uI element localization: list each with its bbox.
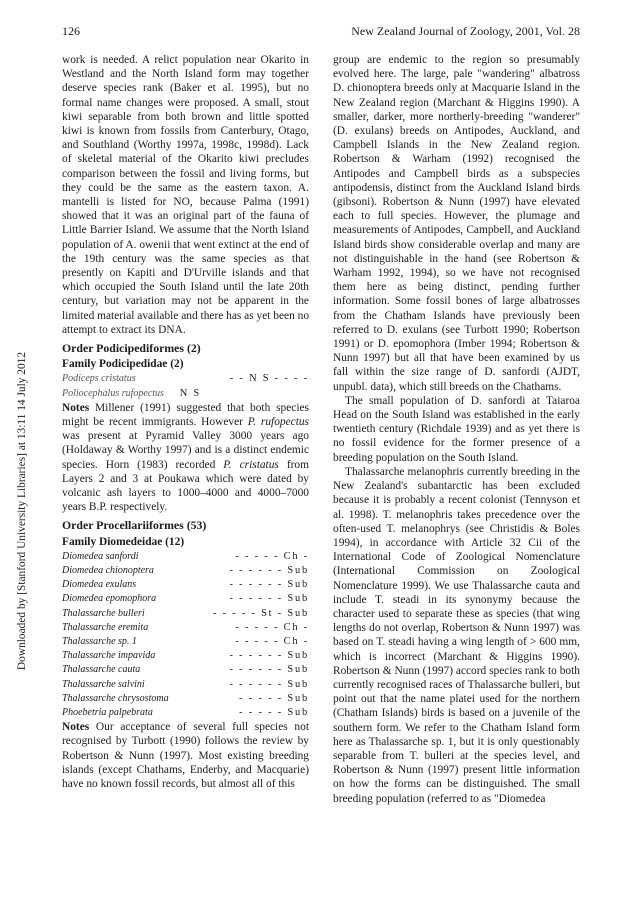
species-row — [62, 607, 309, 621]
species-name: Podiceps cristatus — [62, 373, 136, 385]
right-column — [333, 53, 580, 806]
species-name: Thalassarche salvini — [62, 678, 145, 690]
species-row — [62, 592, 309, 606]
species-status: - - - - - Ch - — [235, 621, 309, 633]
species-name: Diomedea exulans — [62, 579, 137, 591]
species-status: N S — [179, 387, 201, 399]
species-status: - - - - - - Sub — [229, 678, 309, 690]
notes-text: Millener (1991) suggested that both species might be recent immigrants. However — [62, 401, 309, 429]
family-heading-podicipedidae: Family Podicipedidae (2) — [62, 358, 184, 371]
species-name: Diomedea epomophora — [62, 593, 157, 605]
species-status: - - - - - - Sub — [229, 593, 309, 605]
species-row — [62, 387, 309, 401]
species-name: Thalassarche sp. 1 — [62, 636, 137, 647]
species-name: Thalassarche cauta — [62, 664, 141, 676]
species-status: - - - - - - Sub — [229, 650, 309, 662]
species-list-diomedeidae — [62, 550, 309, 720]
species-row — [62, 578, 309, 592]
species-status: - - - - - Ch - — [235, 550, 309, 562]
notes-paragraph-podicipedidae — [62, 401, 309, 515]
intro-paragraph: work is needed. A relict population near Okarito in Westland and the North Island form may together deserve species rank (Baker et al. 1995), but no formal name changes were proposed. A small, stout kiwi separable from both brown and little spotted kiwi is known from fossils from Canterbury, Otago, and Southland (Worthy 1997a, 1998c, 1998d). Lack of skeletal material of the Okarito kiwi precludes comparison between the fossil and living forms, but they could be the same as the eastern taxon. A. mantelli is listed for NO, because Palma (1991) showed that it was an original part of the fauna of Little Barrier Island. We assume that the North Island population of A. owenii that went extinct at the end of the 19th century was the same species as that presently on Kapiti and D'Urville islands and that which occupied the South Island until the late 20th century, but variation may not be apparent in the limited material available and there has as yet been no attempt to extract its DNA. — [62, 54, 310, 336]
notes-species-ref: P. cristatus — [223, 458, 279, 471]
species-name: Diomedea chionoptera — [62, 565, 154, 577]
notes-text: was present at Pyramid Valley 3000 years ago (Holdaway & Worthy 1997) and is a distinct endemic species. Horn (1983) recorded — [62, 430, 309, 471]
left-column — [62, 53, 309, 791]
species-name: Diomedea sanfordi — [62, 550, 139, 562]
notes-text: from Layers 2 and 3 at Poukawa which were dated by volcanic ash layers to 1000–4000 and 4000–7000 years B.P. respectively. — [62, 458, 309, 514]
species-row — [62, 649, 309, 663]
species-row — [62, 550, 309, 564]
species-status: - - - - - - Sub — [229, 565, 309, 577]
notes-lead: Notes — [62, 401, 90, 414]
family-heading-diomedeidae: Family Diomedeidae (12) — [62, 535, 185, 548]
species-name: Thalassarche chrysostoma — [62, 692, 169, 704]
body-paragraph: Thalassarche melanophris currently breeding in the New Zealand's subantarctic has been excluded because it is probably a recent colonist (Tennyson et al. 1998). T. melanophris takes precedence over the often-used T. melanophrys (see Christidis & Boles 1994), in accordance with Article 32 Cii of the International Code of Zoological Nomenclature (International Commission on Zoological Nomenclature 1999). We use Thalassarche cauta and include T. steadi in its synonymy because the character used to separate these as species (that wing lengths do not overlap, Robertson & Nunn 1997) was based on T. steadi having a wing length of > 600 mm, which is incorrect (Marchant & Higgins 1990). Robertson & Nunn (1997) accord species rank to both currently recognised races of Thalassarche bulleri, but point out that the name platei used for the northern (Chatham Islands) birds is based on a juvenile of the southern form. We refer to the Chatham Island form here as Thalassarche sp. 1, but it is only questionably separable from T. bulleri at the species level, and Robertson & Nunn (1997) present little information on how the forms can be distinguished. The small breeding population (referred to as "Diomedea — [333, 465, 580, 805]
species-name: Thalassarche eremita — [62, 621, 149, 633]
species-status: - - - - - - Sub — [229, 579, 309, 591]
species-row — [62, 564, 309, 578]
order-heading-procellariiformes: Order Procellariiformes (53) — [62, 518, 207, 533]
notes-species-ref: P. rufopectus — [247, 416, 309, 429]
species-status: - - - - - Ch - — [235, 636, 309, 647]
species-name: Thalassarche impavida — [62, 650, 156, 662]
species-row — [62, 372, 309, 386]
species-name: Poliocephalus rufopectus — [62, 387, 164, 399]
notes-lead: Notes — [62, 721, 90, 734]
download-watermark-text: Downloaded by [Stanford University Libraries] at 13:11 14 July 2012 — [16, 351, 28, 671]
page-number: 126 — [62, 24, 80, 38]
order-heading-podicipediformes: Order Podicipediformes (2) — [62, 341, 201, 356]
species-list-podicipedidae — [62, 372, 309, 400]
running-head: New Zealand Journal of Zoology, 2001, Vol. 28 — [351, 24, 580, 38]
species-status: - - - - - St - Sub — [212, 607, 309, 619]
body-paragraph: group are endemic to the region so presumably evolved here. The large, pale "wandering" albatross D. chionoptera breeds only at Macquarie Island in the New Zealand region (Marchant & Higgins 1990). A smaller, darker, more northerly-breeding "wanderer" (D. exulans) breeds on Antipodes, Auckland, and Campbell Islands in the New Zealand region. Robertson & Warham (1992) recognised the Antipodes and Campbell birds as a subspecies antipodensis, distinct from the Auckland Island birds (gibsoni). Robertson & Nunn (1997) have elevated each to full species. However, the plumage and measurements of Antipodes, Campbell, and Auckland Island birds show considerable overlap and many are not distinguishable in the hand (see Robertson & Warham 1992, 1994), so we have not recognised them here as being distinct, pending further information. Some fossil bones of large albatrosses from the Chatham Islands have previously been referred to D. exulans (see Turbott 1990; Robertson 1991) or D. epomophora (Imber 1994; Robertson & Nunn 1997) but all that have been examined by us fall within the size range of D. sanfordi (AJDT, unpubl. data), which still breeds on the Chathams. — [333, 54, 580, 393]
species-row — [62, 621, 309, 635]
species-name: Thalassarche bulleri — [62, 607, 145, 619]
species-row — [62, 663, 309, 677]
species-status: - - - - - - Sub — [229, 664, 309, 676]
body-paragraph: The small population of D. sanfordi at Taiaroa Head on the South Island was established in the early twentieth century (Richdale 1939) and as yet there is no fossil evidence for the former presence of a breeding population on the South Island. — [333, 394, 580, 464]
notes-paragraph-diomedeidae — [62, 720, 309, 791]
species-status: - - N S - - - - — [229, 373, 309, 385]
species-row — [62, 635, 309, 649]
species-name: Phoebetria palpebrata — [62, 706, 153, 718]
species-status: - - - - - Sub — [239, 692, 309, 704]
species-row — [62, 692, 309, 706]
species-row — [62, 706, 309, 720]
species-status: - - - - - Sub — [239, 706, 309, 718]
notes-text: Our acceptance of several full species not recognised by Turbott (1990) follows the review by Robertson & Nunn (1997). Most existing breeding islands (except Chathams, Enderby, and Macquarie) have no known fossil records, but almost all of this — [62, 721, 309, 790]
species-row — [62, 678, 309, 692]
